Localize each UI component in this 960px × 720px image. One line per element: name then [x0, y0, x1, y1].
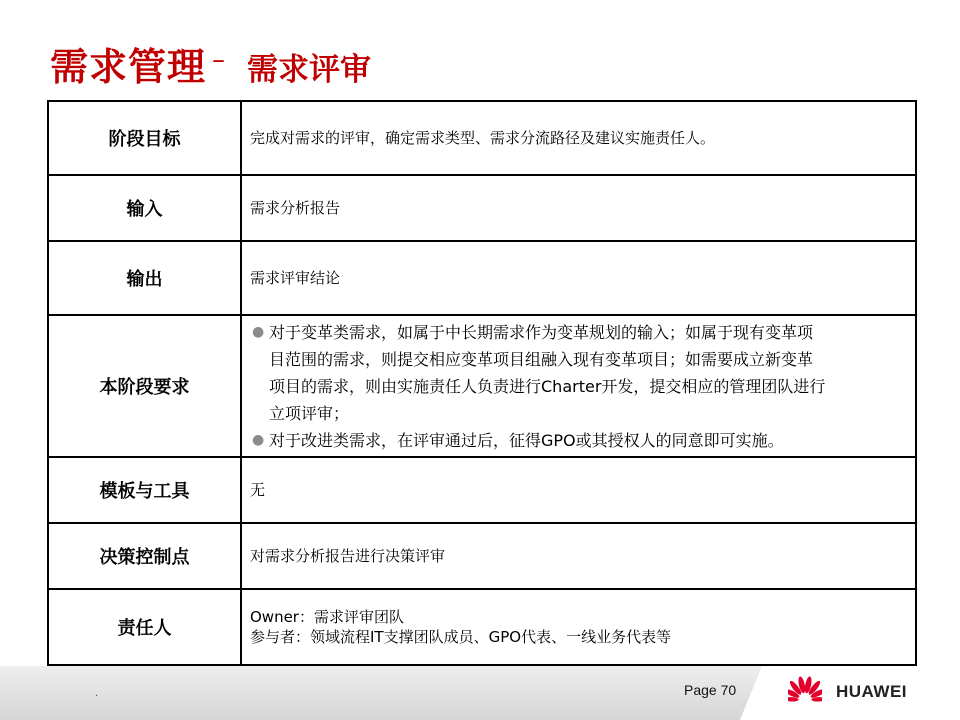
page-number: Page 70 — [684, 682, 737, 698]
row-value-stage-requirements — [241, 315, 916, 457]
list-item — [250, 427, 907, 454]
row-label-decision-point: 决策控制点 — [48, 523, 241, 589]
table-row — [48, 457, 916, 523]
requirements-bullet-list — [250, 319, 907, 454]
table-row — [48, 101, 916, 175]
bullet-line: 目范围的需求，则提交相应变革项目组融入现有变革项目；如需要成立新变革 — [269, 349, 814, 369]
bullet-line: 立项评审； — [269, 403, 350, 423]
table-row — [48, 523, 916, 589]
row-value-decision-point: 对需求分析报告进行决策评审 — [241, 523, 916, 589]
brand-wordmark: HUAWEI — [836, 682, 907, 701]
owner-line: Owner：需求评审团队 — [250, 608, 404, 626]
row-value-templates-tools: 无 — [241, 457, 916, 523]
bullet-dot-icon: ● — [252, 431, 265, 448]
table-row — [48, 175, 916, 241]
footer-dot: . — [95, 688, 99, 699]
bullet-line: 对于变革类需求，如属于中长期需求作为变革规划的输入；如属于现有变革项 — [269, 322, 814, 342]
title-separator: – — [212, 45, 226, 75]
row-value-output: 需求评审结论 — [241, 241, 916, 315]
table-row — [48, 241, 916, 315]
row-value-owner — [241, 589, 916, 665]
row-label-stage-requirements: 本阶段要求 — [48, 315, 241, 457]
slide-title — [50, 36, 371, 88]
title-main: 需求管理 — [50, 45, 207, 89]
row-label-stage-goal: 阶段目标 — [48, 101, 241, 175]
bullet-dot-icon: ● — [252, 323, 265, 340]
row-value-stage-goal: 完成对需求的评审，确定需求类型、需求分流路径及建议实施责任人。 — [241, 101, 916, 175]
row-label-templates-tools: 模板与工具 — [48, 457, 241, 523]
list-item — [250, 319, 907, 427]
row-label-input: 输入 — [48, 175, 241, 241]
table-row — [48, 315, 916, 457]
huawei-petal-logo-icon — [788, 676, 822, 710]
title-sub: 需求评审 — [247, 52, 372, 88]
participants-line: 参与者：领域流程IT支撑团队成员、GPO代表、一线业务代表等 — [250, 628, 672, 646]
bullet-line: 项目的需求，则由实施责任人负责进行Charter开发，提交相应的管理团队进行 — [269, 376, 826, 396]
bullet-line: 对于改进类需求，在评审通过后，征得GPO或其授权人的同意即可实施。 — [269, 430, 784, 450]
row-value-input: 需求分析报告 — [241, 175, 916, 241]
table-row — [48, 589, 916, 665]
requirement-review-table — [47, 100, 917, 666]
row-label-output: 输出 — [48, 241, 241, 315]
row-label-owner: 责任人 — [48, 589, 241, 665]
